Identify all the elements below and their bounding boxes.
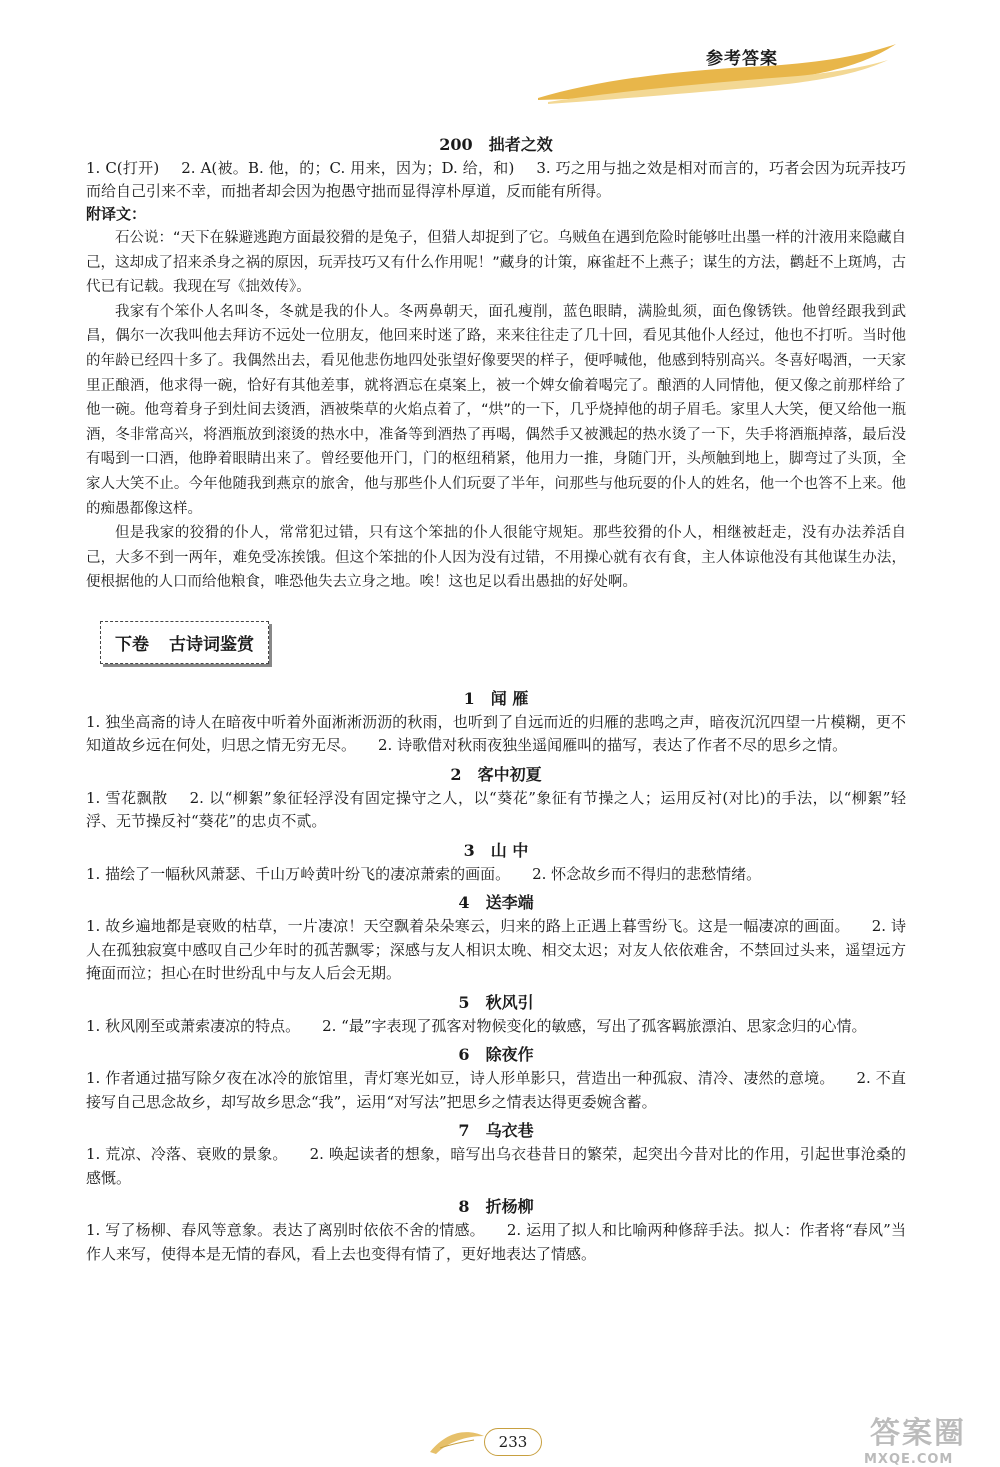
poem-number: 2 xyxy=(450,764,462,784)
poem-title xyxy=(86,838,906,861)
poem-answers xyxy=(86,686,906,1267)
poem-title xyxy=(86,686,906,709)
watermark-url: MXQE.COM xyxy=(864,1452,954,1467)
poem-number: 7 xyxy=(458,1121,470,1141)
translation-paragraph: 石公说：“天下在躲避逃跑方面最狡猾的是兔子，但猎人却捉到了它。乌贼鱼在遇到危险时能够吐出墨一样的汁液用来隐藏自己，这却成了招来杀身之祸的原因，玩弄技巧又有什么作用呢！”藏身的计策，麻雀赶不上燕子；谋生的方法，鹳赶不上斑鸠，古代已有记载。我现在写《拙效传》。 xyxy=(86,230,906,296)
poem-title-text: 客中初夏 xyxy=(477,764,542,784)
poem-number: 6 xyxy=(458,1045,470,1065)
answer-item: 2. 运用了拟人和比喻两种修辞手法。拟人：作者将“春风”当作人来写，使得本是无情的春风，看上去也变得有情了，更好地表达了情感。 xyxy=(86,1221,906,1263)
answer-item: 2. 唤起读者的想象，暗写出乌衣巷昔日的繁荣，起突出今昔对比的作用，引起世事沧桑的感慨。 xyxy=(86,1145,906,1187)
poem-answer xyxy=(86,1067,906,1114)
poem-number: 5 xyxy=(458,992,470,1012)
poem-title-text: 山 中 xyxy=(490,840,529,860)
answer-item: 2. 不直接写自己思念故乡，却写故乡思念“我”，运用“对写法”把思乡之情表达得更委婉含蓄。 xyxy=(86,1069,906,1111)
poem-number: 4 xyxy=(458,893,470,913)
poem-answer xyxy=(86,787,906,834)
poem-title xyxy=(86,890,906,913)
translation-block xyxy=(86,226,906,595)
answer-paragraph xyxy=(86,157,906,203)
watermark-text: 答案圈 xyxy=(870,1416,966,1451)
poem-number: 1 xyxy=(463,688,475,708)
part-title: 古诗词鉴赏 xyxy=(169,634,254,655)
poem-title xyxy=(86,1042,906,1065)
appendix-label: 附译文： xyxy=(86,205,147,223)
poem-title-text: 乌衣巷 xyxy=(485,1121,534,1141)
answer-item: 1. 雪花飘散 xyxy=(86,788,168,807)
answer-item: 2. “最”字表现了孤客对物候变化的敏感，写出了孤客羁旅漂泊、思家念归的心情。 xyxy=(322,1016,867,1035)
answer-item: 1. 故乡遍地都是衰败的枯草，一片凄凉！天空飘着朵朵寒云，归来的路上正遇上暮雪纷飞。这是一幅凄凉的画面。 xyxy=(86,917,850,936)
header-label: 参考答案 xyxy=(706,49,778,69)
answer-item: 1. 荒凉、冷落、衰败的景象。 xyxy=(86,1145,288,1164)
translation-paragraph: 我家有个笨仆人名叫冬，冬就是我的仆人。冬两鼻朝天，面孔瘦削，蓝色眼睛，满脸虬须，面色像锈铁。他曾经跟我到武昌，偶尔一次我叫他去拜访不远处一位朋友，他回来时迷了路，来来往往走了几十回，看见其他仆人经过，他也不打听。当时他的年龄已经四十多了。我偶然出去，看见他悲伤地四处张望好像要哭的样子，便呼喊他，他感到特别高兴。冬喜好喝酒，一天家里正酿酒，他求得一碗，恰好有其他差事，就将酒忘在桌案上，被一个婢女偷着喝完了。酿酒的人同情他，便又像之前那样给了他一碗。他弯着身子到灶间去烫酒，酒被柴草的火焰点着了，“烘”的一下，几乎烧掉他的胡子眉毛。家里人大笑，便又给他一瓶酒，冬非常高兴，将酒瓶放到滚烫的热水中，准备等到酒热了再喝，偶然手又被溅起的热水烫了一下，失手将酒瓶掉落，最后没有喝到一口酒，他睁着眼睛出来了。曾经要他开门，门的枢纽稍紧，他用力一推，身随门开，头颅触到地上，脚弯过了头顶，全家人大笑不止。今年他随我到燕京的旅舍，他与那些仆人们玩耍了半年，问那些与他玩耍的仆人的姓名，他一个也答不上来。他的痴愚都像这样。 xyxy=(86,303,906,517)
poem-title-text: 闻 雁 xyxy=(490,688,529,708)
answer-item: 3. 巧之用与拙之效是相对而言的，巧者会因为玩弄技巧而给自己引来不幸，而拙者却会因为抱愚守拙而显得淳朴厚道，反而能有所得。 xyxy=(86,159,907,200)
section-title-text: 拙者之效 xyxy=(488,135,553,154)
answer-item: 2. A(被。B. 他，的；C. 用来，因为；D. 给，和) xyxy=(181,159,515,177)
part-label: 下卷 xyxy=(115,634,149,655)
poem-answer xyxy=(86,1015,906,1039)
poem-number: 8 xyxy=(458,1197,470,1217)
answer-item: 1. 作者通过描写除夕夜在冰冷的旅馆里，青灯寒光如豆，诗人形单影只，营造出一种孤寂、清冷、凄然的意境。 xyxy=(86,1069,835,1088)
part-heading xyxy=(100,621,269,664)
poem-title xyxy=(86,1194,906,1217)
answer-item: 1. 描绘了一幅秋风萧瑟、千山万岭黄叶纷飞的凄凉萧索的画面。 xyxy=(86,864,511,883)
watermark-logo xyxy=(864,1408,966,1467)
poem-title xyxy=(86,762,906,785)
answer-item: 2. 怀念故乡而不得归的悲愁情绪。 xyxy=(532,864,762,883)
answer-item: 2. 诗歌借对秋雨夜独坐遥闻雁叫的描写，表达了作者不尽的思乡之情。 xyxy=(378,736,848,755)
poem-title xyxy=(86,1118,906,1141)
poem-title-text: 送李端 xyxy=(485,893,534,913)
poem-answer xyxy=(86,1219,906,1266)
poem-title-text: 除夜作 xyxy=(485,1045,534,1065)
answer-item: 1. 秋风刚至或萧索凄凉的特点。 xyxy=(86,1016,301,1035)
poem-number: 3 xyxy=(463,840,475,860)
answer-item: 1. 独坐高斋的诗人在暗夜中听着外面淅淅沥沥的秋雨，也听到了自远而近的归雁的悲鸣之声，暗夜沉沉四望一片模糊，更不知道故乡远在何处，归思之情无穷无尽。 xyxy=(86,712,906,755)
poem-answer xyxy=(86,711,906,758)
section-number: 200 xyxy=(439,135,473,154)
part-heading-wrap xyxy=(100,621,906,664)
page-content xyxy=(86,130,906,1266)
answer-item: 2. 诗人在孤独寂寞中感叹自己少年时的孤苦飘零；深感与友人相识太晚、相交太迟；对友人依依难舍，不禁回过头来，遥望远方掩面而泣；担心在时世纷乱中与友人后会无期。 xyxy=(86,917,906,983)
page-number: 233 xyxy=(484,1428,542,1456)
poem-answer xyxy=(86,863,906,887)
answer-item: 1. 写了杨柳、春风等意象。表达了离别时依依不舍的情感。 xyxy=(86,1221,485,1240)
answer-item: 2. 以“柳絮”象征轻浮没有固定操守之人，以“葵花”象征有节操之人；运用反衬(对比)的手法，以“柳絮”轻浮、无节操反衬“葵花”的忠贞不贰。 xyxy=(86,788,906,831)
poem-answer xyxy=(86,915,906,986)
poem-title-text: 折杨柳 xyxy=(485,1197,534,1217)
section-title xyxy=(86,132,906,155)
translation-paragraph: 但是我家的狡猾的仆人，常常犯过错，只有这个笨拙的仆人很能守规矩。那些狡猾的仆人，相继被赶走，没有办法养活自己，大多不到一两年，难免受冻挨饿。但这个笨拙的仆人因为没有过错，不用操心就有衣有食，主人体谅他没有其他谋生办法，便根据他的人口而给他粮食，唯恐他失去立身之地。唉！这也足以看出愚拙的好处啊。 xyxy=(86,525,906,591)
poem-answer xyxy=(86,1143,906,1190)
poem-title xyxy=(86,990,906,1013)
answer-item: 1. C(打开) xyxy=(86,159,160,177)
poem-title-text: 秋风引 xyxy=(485,992,534,1012)
